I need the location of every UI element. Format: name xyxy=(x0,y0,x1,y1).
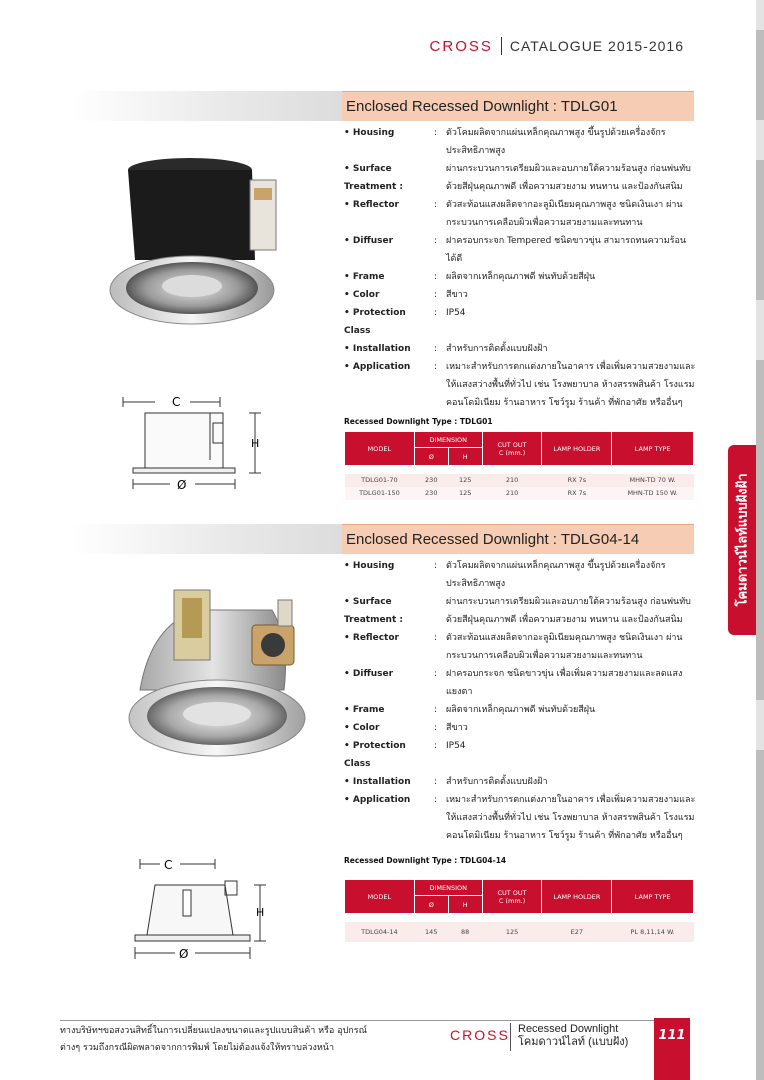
spec-value: เหมาะสำหรับการตกแต่งภายในอาคาร เพื่อเพิ่มความสวยงามและให้แสงสว่างพื้นที่ทั่วไป เช่น โรงพยาบาล ห้างสรรพสินค้า โรงแรม คอนโดมิเนียม ร้านอาหาร โชว์รูม ร้านค้า ที่พักอาศัย หรืออื่นๆ xyxy=(446,795,696,841)
spec-value: ผลิตจากเหล็กคุณภาพดี พ่นทับด้วยสีฝุ่น xyxy=(446,705,596,715)
spec-value: สีขาว xyxy=(446,290,468,300)
cell-lamp: PL 8,11,14 W. xyxy=(612,922,694,942)
cell-h: 88 xyxy=(448,922,482,942)
spec-value: ผลิตจากเหล็กคุณภาพดี พ่นทับด้วยสีฝุ่น xyxy=(446,272,596,282)
col-header-lamp: LAMP TYPE xyxy=(612,432,694,466)
product-image-tdlg01 xyxy=(100,150,290,330)
diagram-label-h: H xyxy=(251,437,260,450)
cell-lamp: MHN-TD 150 W. xyxy=(612,487,694,500)
spec-value: ตัวสะท้อนแสงผลิตจากอะลูมิเนียมคุณภาพสูง ชนิดเงินเงา ผ่านกระบวนการเคลือบผิวเพื่อความสวยงามและทนทาน xyxy=(446,633,683,661)
title-accent-bar xyxy=(72,524,344,554)
col-header-dia: Ø xyxy=(414,448,448,466)
cell-holder: RX 7s xyxy=(542,487,612,500)
spec-label: • Protection Class xyxy=(344,304,434,340)
cell-h: 125 xyxy=(448,487,482,500)
spec-label: • Surface Treatment : xyxy=(344,160,434,196)
disclaimer-line: ทางบริษัทฯขอสงวนสิทธิ์ในการเปลี่ยนแปลงขนาดและรูปแบบสินค้า หรือ อุปกรณ์ xyxy=(60,1026,367,1036)
product-title-box xyxy=(342,524,694,554)
diagram-label-dia: Ø xyxy=(179,947,189,961)
spec-row: • Reflector : ตัวสะท้อนแสงผลิตจากอะลูมิเนียมคุณภาพสูง ชนิดเงินเงา ผ่านกระบวนการเคลือบผิวเพื่อความสวยงามและทนทาน xyxy=(344,196,696,232)
spec-row: • Protection Class : IP54 xyxy=(344,304,696,340)
spec-row: • Housing : ตัวโคมผลิตจากแผ่นเหล็กคุณภาพสูง ขึ้นรูปด้วยเครื่องจักรประสิทธิภาพสูง xyxy=(344,124,696,160)
cell-dia: 230 xyxy=(414,487,448,500)
col-header-model: MODEL xyxy=(345,880,415,914)
spec-value: ตัวสะท้อนแสงผลิตจากอะลูมิเนียมคุณภาพสูง ชนิดเงินเงา ผ่านกระบวนการเคลือบผิวเพื่อความสวยงามและทนทาน xyxy=(446,200,683,228)
diagram-label-c: C xyxy=(172,395,181,409)
spec-label: • Color xyxy=(344,719,434,737)
spec-label: • Application xyxy=(344,791,434,845)
col-header-holder: LAMP HOLDER xyxy=(542,880,612,914)
spec-row: • Diffuser : ฝาครอบกระจก ชนิดขาวขุ่น เพื่อเพิ่มความสวยงามและลดแสงแยงตา xyxy=(344,665,696,701)
table-title: Recessed Downlight Type : TDLG04-14 xyxy=(344,856,507,865)
col-header-dimension: DIMENSION xyxy=(414,880,482,896)
spec-label: • Reflector xyxy=(344,629,434,665)
cell-cut: 210 xyxy=(482,487,542,500)
table-row xyxy=(345,487,694,500)
page-header xyxy=(430,36,684,56)
spec-label: • Diffuser xyxy=(344,232,434,268)
col-header-cutout xyxy=(482,880,542,914)
spec-table-tdlg01 xyxy=(344,431,694,500)
spec-value: ตัวโคมผลิตจากแผ่นเหล็กคุณภาพสูง ขึ้นรูปด้วยเครื่องจักรประสิทธิภาพสูง xyxy=(446,561,666,589)
table-row xyxy=(345,922,694,942)
footer-title-en: Recessed Downlight xyxy=(518,1023,619,1035)
cell-model: TDLG01-70 xyxy=(345,474,415,487)
brand-logo: CROSS xyxy=(429,37,493,55)
table-title: Recessed Downlight Type : TDLG01 xyxy=(344,417,493,426)
cutout-label: CUT OUT xyxy=(497,440,527,449)
cell-model: TDLG01-150 xyxy=(345,487,415,500)
col-header-holder: LAMP HOLDER xyxy=(542,432,612,466)
edge-segment xyxy=(756,300,764,360)
spec-label: • Installation xyxy=(344,773,434,791)
spec-label: • Installation xyxy=(344,340,434,358)
cell-h: 125 xyxy=(448,474,482,487)
table-row xyxy=(345,474,694,487)
cutout-unit: C (mm.) xyxy=(498,448,526,457)
edge-segment xyxy=(756,700,764,750)
cell-cut: 210 xyxy=(482,474,542,487)
header-divider xyxy=(501,37,502,55)
spec-row: • Application : เหมาะสำหรับการตกแต่งภายในอาคาร เพื่อเพิ่มความสวยงามและให้แสงสว่างพื้นที่ทั่วไป เช่น โรงพยาบาล ห้างสรรพสินค้า โรงแรม คอนโดมิเนียม ร้านอาหาร โชว์รูม ร้านค้า ที่พักอาศัย หรืออื่นๆ xyxy=(344,358,696,412)
spec-label: • Frame xyxy=(344,701,434,719)
col-header-cutout xyxy=(482,432,542,466)
edge-segment xyxy=(756,120,764,160)
dimension-diagram-tdlg01 xyxy=(115,385,265,495)
cell-holder: E27 xyxy=(542,922,612,942)
spec-row xyxy=(344,593,696,629)
spec-value: ผ่านกระบวนการเตรียมผิวและอบภายใต้ความร้อนสูง ก่อนพ่นทับด้วยสีฝุ่นคุณภาพดี เพื่อความสวยงาม ทนทาน และป้องกันสนิม xyxy=(446,164,691,192)
diagram-label-h: H xyxy=(256,906,265,919)
spec-value: ผ่านกระบวนการเตรียมผิวและอบภายใต้ความร้อนสูง ก่อนพ่นทับด้วยสีฝุ่นคุณภาพดี เพื่อความสวยงาม ทนทาน และป้องกันสนิม xyxy=(446,597,691,625)
col-header-h: H xyxy=(448,896,482,914)
cutout-label: CUT OUT xyxy=(497,888,527,897)
diagram-label-c: C xyxy=(164,858,173,872)
product-title: Enclosed Recessed Downlight : TDLG01 xyxy=(346,98,618,115)
spec-table-tdlg04-14 xyxy=(344,879,694,942)
catalogue-title: CATALOGUE 2015-2016 xyxy=(509,38,684,54)
footer-brand-logo: CROSS xyxy=(450,1027,510,1043)
product-title: Enclosed Recessed Downlight : TDLG04-14 xyxy=(346,531,640,548)
spec-row: • Housing : ตัวโคมผลิตจากแผ่นเหล็กคุณภาพสูง ขึ้นรูปด้วยเครื่องจักรประสิทธิภาพสูง xyxy=(344,557,696,593)
spec-row: • Frame : ผลิตจากเหล็กคุณภาพดี พ่นทับด้วยสีฝุ่น xyxy=(344,701,696,719)
spec-list-tdlg04-14 xyxy=(344,557,696,845)
cell-dia: 145 xyxy=(414,922,448,942)
spec-row: • Installation : สำหรับการติดตั้งแบบฝังฝ้า xyxy=(344,773,696,791)
spec-row: • Frame : ผลิตจากเหล็กคุณภาพดี พ่นทับด้วยสีฝุ่น xyxy=(344,268,696,286)
spec-value: สีขาว xyxy=(446,723,468,733)
spec-label: • Application xyxy=(344,358,434,412)
cell-model: TDLG04-14 xyxy=(345,922,415,942)
col-header-dia: Ø xyxy=(414,896,448,914)
section-side-tab[interactable] xyxy=(728,445,756,635)
cell-cut: 125 xyxy=(482,922,542,942)
spec-value: IP54 xyxy=(446,308,466,318)
spec-row: • Application : เหมาะสำหรับการตกแต่งภายในอาคาร เพื่อเพิ่มความสวยงามและให้แสงสว่างพื้นที่ทั่วไป เช่น โรงพยาบาล ห้างสรรพสินค้า โรงแรม คอนโดมิเนียม ร้านอาหาร โชว์รูม ร้านค้า ที่พักอาศัย หรืออื่นๆ xyxy=(344,791,696,845)
spec-value: ตัวโคมผลิตจากแผ่นเหล็กคุณภาพสูง ขึ้นรูปด้วยเครื่องจักรประสิทธิภาพสูง xyxy=(446,128,666,156)
spec-label: • Housing xyxy=(344,124,434,160)
footer-rule xyxy=(60,1020,690,1021)
spec-row: • Protection Class : IP54 xyxy=(344,737,696,773)
disclaimer-line: ต่างๆ รวมถึงกรณีผิดพลาดจากการพิมพ์ โดยไม่ต้องแจ้งให้ทราบล่วงหน้า xyxy=(60,1043,335,1053)
cell-holder: RX 7s xyxy=(542,474,612,487)
spec-value: สำหรับการติดตั้งแบบฝังฝ้า xyxy=(446,777,548,787)
col-header-model: MODEL xyxy=(345,432,415,466)
spec-label: • Color xyxy=(344,286,434,304)
spec-row: • Color : สีขาว xyxy=(344,719,696,737)
spec-label: • Surface Treatment : xyxy=(344,593,434,629)
footer-disclaimer xyxy=(60,1023,367,1057)
footer-divider xyxy=(510,1023,511,1051)
footer-section-title xyxy=(518,1023,628,1049)
spec-value: ฝาครอบกระจก ชนิดขาวขุ่น เพื่อเพิ่มความสวยงามและลดแสงแยงตา xyxy=(446,669,683,697)
product-title-box xyxy=(342,91,694,121)
page-number: 111 xyxy=(654,1018,690,1080)
spec-value: สำหรับการติดตั้งแบบฝังฝ้า xyxy=(446,344,548,354)
spec-row: • Reflector : ตัวสะท้อนแสงผลิตจากอะลูมิเนียมคุณภาพสูง ชนิดเงินเงา ผ่านกระบวนการเคลือบผิวเพื่อความสวยงามและทนทาน xyxy=(344,629,696,665)
spec-value: ฝาครอบกระจก Tempered ชนิดขาวขุ่น สามารถทนความร้อนได้ดี xyxy=(446,236,687,264)
spec-list-tdlg01 xyxy=(344,124,696,412)
spec-value: เหมาะสำหรับการตกแต่งภายในอาคาร เพื่อเพิ่มความสวยงามและให้แสงสว่างพื้นที่ทั่วไป เช่น โรงพยาบาล ห้างสรรพสินค้า โรงแรม คอนโดมิเนียม ร้านอาหาร โชว์รูม ร้านค้า ที่พักอาศัย หรืออื่นๆ xyxy=(446,362,696,408)
title-accent-bar xyxy=(72,91,344,121)
side-tab-label: โคมดาวน์ไลท์แบบฝังฝ้า xyxy=(735,473,751,607)
spec-row: • Diffuser : ฝาครอบกระจก Tempered ชนิดขาวขุ่น สามารถทนความร้อนได้ดี xyxy=(344,232,696,268)
spec-row xyxy=(344,160,696,196)
spec-label: • Reflector xyxy=(344,196,434,232)
spec-label: • Housing xyxy=(344,557,434,593)
product-image-tdlg04-14 xyxy=(112,580,312,770)
col-header-lamp: LAMP TYPE xyxy=(612,880,694,914)
dimension-diagram-tdlg04-14 xyxy=(115,855,275,965)
cutout-unit: C (mm.) xyxy=(498,896,526,905)
cell-lamp: MHN-TD 70 W. xyxy=(612,474,694,487)
diagram-label-dia: Ø xyxy=(177,478,187,492)
col-header-h: H xyxy=(448,448,482,466)
spec-label: • Diffuser xyxy=(344,665,434,701)
spec-row: • Installation : สำหรับการติดตั้งแบบฝังฝ้า xyxy=(344,340,696,358)
edge-segment xyxy=(756,0,764,30)
spec-label: • Protection Class xyxy=(344,737,434,773)
right-edge-bar xyxy=(756,0,764,1080)
spec-value: IP54 xyxy=(446,741,466,751)
spec-label: • Frame xyxy=(344,268,434,286)
col-header-dimension: DIMENSION xyxy=(414,432,482,448)
spec-row: • Color : สีขาว xyxy=(344,286,696,304)
cell-dia: 230 xyxy=(414,474,448,487)
footer-title-th: โคมดาวน์ไลท์ (แบบฝัง) xyxy=(518,1036,629,1048)
